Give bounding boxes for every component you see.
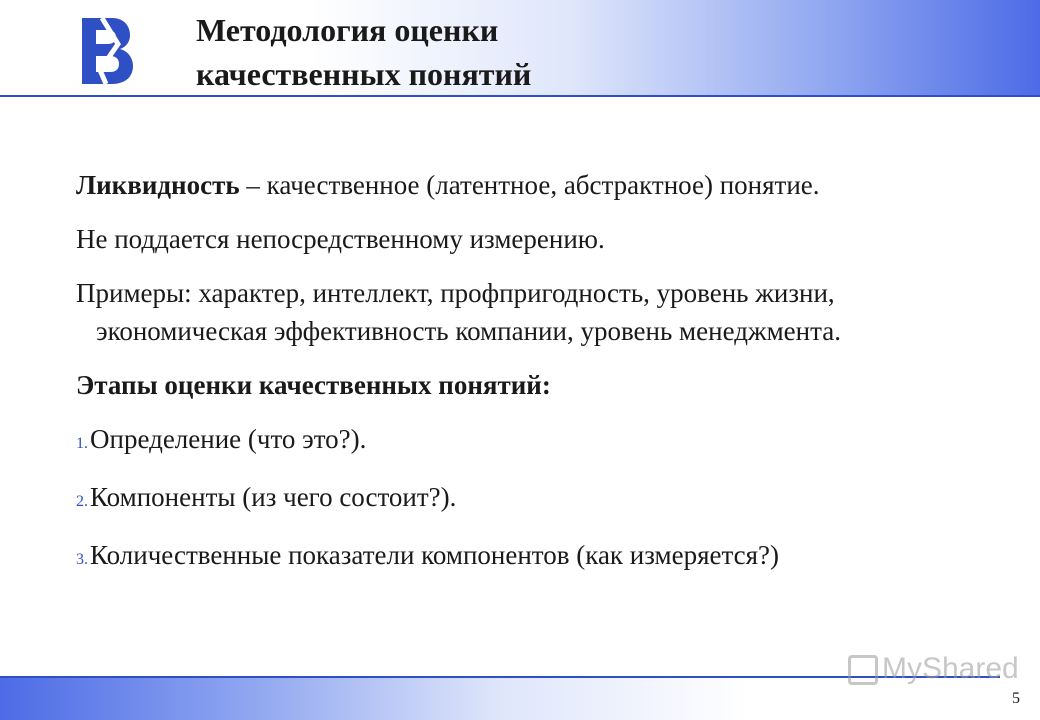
- liquidity-definition: – качественное (латентное, абстрактное) понятие.: [239, 170, 820, 200]
- slide-content: [76, 166, 976, 594]
- step-text: Количественные показатели компонентов (как измеряется?): [90, 540, 780, 570]
- examples-paragraph: Примеры: характер, интеллект, профпригодность, уровень жизни, экономическая эффективность компании, уровень менеджмента.: [76, 278, 841, 346]
- title-line-1: Методология оценки: [196, 12, 499, 48]
- title-line-2: качественных понятий: [196, 56, 532, 92]
- step-number: 1.: [76, 435, 88, 452]
- step-item-2: [76, 478, 976, 521]
- step-number: 3.: [76, 551, 88, 568]
- step-text: Определение (что это?).: [90, 424, 367, 454]
- stages-heading: Этапы оценки качественных понятий:: [76, 370, 551, 400]
- step-number: 2.: [76, 493, 88, 510]
- liquidity-term: Ликвидность: [76, 170, 240, 200]
- watermark-icon: [848, 655, 878, 685]
- page-title: [196, 8, 896, 96]
- watermark: [848, 652, 1019, 696]
- liquidity-paragraph: [76, 166, 976, 204]
- step-item-1: [76, 420, 976, 463]
- step-text: Компоненты (из чего состоит?).: [90, 482, 457, 512]
- step-item-3: [76, 536, 976, 579]
- page-number: 5: [1012, 690, 1020, 707]
- hse-logo-icon: [78, 14, 136, 86]
- measurement-paragraph: Не поддается непосредственному измерению.: [76, 224, 605, 254]
- watermark-text: MyShared: [882, 652, 1019, 685]
